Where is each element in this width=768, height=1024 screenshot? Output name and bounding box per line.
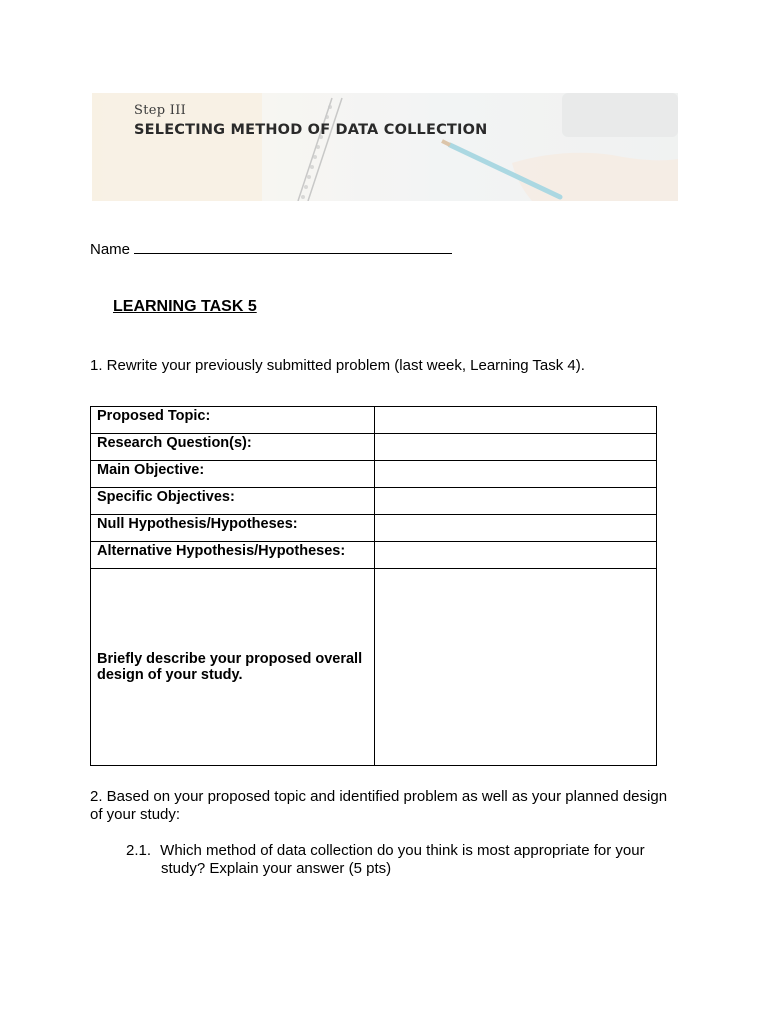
problem-table <box>90 406 657 766</box>
row-label: Main Objective: <box>91 461 375 488</box>
row-label: Research Question(s): <box>91 434 375 461</box>
question-2-1-line2: study? Explain your answer (5 pts) <box>161 860 392 877</box>
row-label: Briefly describe your proposed overall design of your study. <box>91 569 375 766</box>
row-label: Alternative Hypothesis/Hypotheses: <box>91 542 375 569</box>
question-2-1 <box>126 842 656 878</box>
row-label: Null Hypothesis/Hypotheses: <box>91 515 375 542</box>
banner-heading: SELECTING METHOD OF DATA COLLECTION <box>134 122 488 138</box>
table-row <box>91 461 657 488</box>
row-label: Specific Objectives: <box>91 488 375 515</box>
question-2-1-line1: Which method of data collection do you think is most appropriate for your <box>160 842 645 859</box>
table-row <box>91 407 657 434</box>
table-row <box>91 569 657 766</box>
row-label: Proposed Topic: <box>91 407 375 434</box>
answer-cell[interactable] <box>375 407 657 434</box>
question-2: 2. Based on your proposed topic and identified problem as well as your planned design of your study: <box>90 788 668 823</box>
table-row <box>91 542 657 569</box>
question-2-1-number: 2.1. <box>126 842 152 859</box>
header-banner <box>92 93 678 201</box>
name-label: Name <box>90 241 131 258</box>
answer-cell[interactable] <box>375 542 657 569</box>
name-blank-line[interactable] <box>134 239 452 254</box>
answer-cell[interactable] <box>375 515 657 542</box>
answer-cell[interactable] <box>375 434 657 461</box>
question-1: 1. Rewrite your previously submitted problem (last week, Learning Task 4). <box>90 357 585 374</box>
answer-cell[interactable] <box>375 461 657 488</box>
answer-cell[interactable] <box>375 569 657 766</box>
task-title: LEARNING TASK 5 <box>113 298 257 315</box>
name-field <box>90 239 452 258</box>
table-row <box>91 434 657 461</box>
table-row <box>91 515 657 542</box>
banner-step: Step III <box>134 103 187 118</box>
answer-cell[interactable] <box>375 488 657 515</box>
table-row <box>91 488 657 515</box>
